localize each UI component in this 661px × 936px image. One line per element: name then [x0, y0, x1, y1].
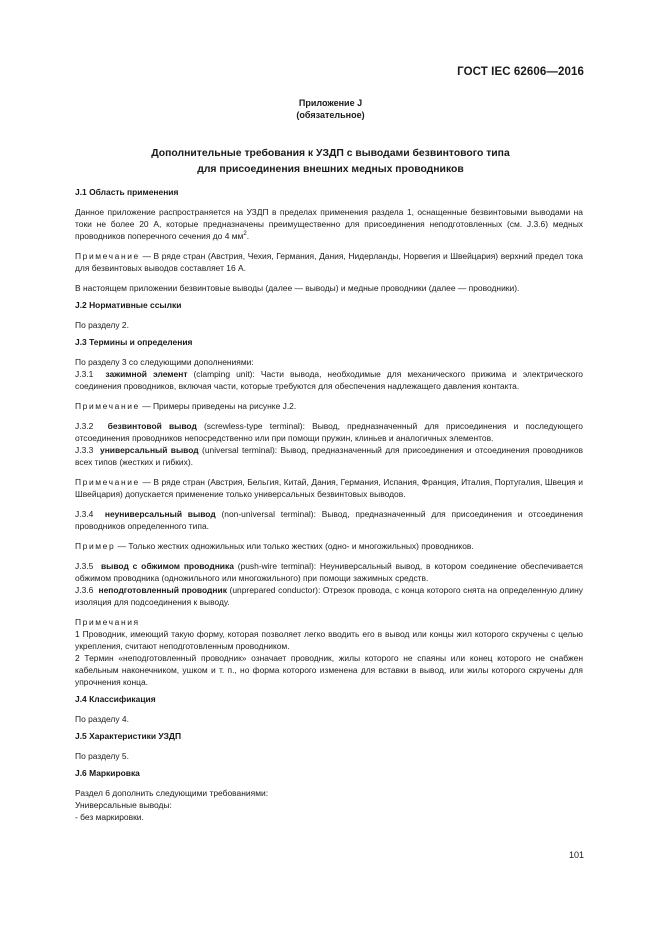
- paragraph: По разделу 5.: [75, 751, 129, 761]
- term-number: J.3.5: [75, 561, 94, 571]
- paragraph: Универсальные выводы:: [75, 800, 172, 810]
- superscript: 2: [243, 231, 247, 238]
- term-text: (clamping unit): Части вывода, необходимые для механического прижима и электрического соединения проводников, включая части, которые требуются для обеспечения надлежащего давления контакта.: [75, 369, 583, 391]
- annex-label: Приложение J: [298, 98, 363, 108]
- notes-label: Примечания: [75, 617, 140, 627]
- section-heading-j4: J.4 Классификация: [75, 694, 156, 704]
- title-line-1: Дополнительные требования к УЗДП с выводами безвинтового типа: [151, 148, 510, 159]
- annex-status: (обязательное): [296, 110, 365, 120]
- note: [75, 476, 583, 500]
- term-number: J.3.1: [75, 369, 94, 379]
- list-item: - без маркировки.: [75, 812, 144, 822]
- term-text: (universal terminal): Вывод, предназначенный для присоединения и отсоединения проводников всех типов (жестких и гибких).: [75, 445, 583, 467]
- section-heading-j2: J.2 Нормативные ссылки: [75, 300, 182, 310]
- example: [75, 540, 583, 552]
- section-heading-j3: J.3 Термины и определения: [75, 337, 193, 347]
- example-label: Пример: [75, 541, 116, 551]
- term-number: J.3.4: [75, 509, 94, 519]
- term-text: (unprepared conductor): Отрезок провода, с конца которого снята на определенную длину изоляция для подсоединения к выводу.: [75, 585, 583, 607]
- note-item: 1 Проводник, имеющий такую форму, которая позволяет легко вводить его в вывод или концы жил которого скручены с целью укрепления, считают неподготовленным проводником.: [75, 629, 583, 651]
- note-label: Примечание: [75, 251, 140, 261]
- term-number: J.3.6: [75, 585, 94, 595]
- note-label: Примечание: [75, 401, 140, 411]
- term: вывод с обжимом проводника: [100, 561, 234, 571]
- section-heading-j6: J.6 Маркировка: [75, 768, 140, 778]
- page-number: 101: [568, 850, 584, 860]
- section-heading-j5: J.5 Характеристики УЗДП: [75, 731, 182, 741]
- note-text: — В ряде стран (Австрия, Чехия, Германия, Дания, Нидерланды, Норвегия и Швейцария) верхний предел тока для безвинтовых выводов составляет 16 А.: [75, 251, 583, 273]
- paragraph: В настоящем приложении безвинтовые выводы (далее — выводы) и медные проводники (далее — проводники).: [75, 283, 520, 293]
- term-definition: [75, 560, 583, 584]
- term-number: J.3.3: [75, 445, 94, 455]
- paragraph: [75, 206, 583, 242]
- paragraph-end: .: [246, 231, 250, 241]
- note-item: 2 Термин «неподготовленный проводник» означает проводник, жилы которого не спаяны или конец которого не снабжен кабельным наконечником, ушком и т. п., но форма которого изменена для вставки в вывод, или жилы которого скручены для упрочнения конца.: [75, 653, 583, 687]
- term-text: (non-universal terminal): Вывод, предназначенный для присоединения и отсоединения проводников определенного типа.: [75, 509, 584, 531]
- paragraph-text: Данное приложение распространяется на УЗДП в пределах применения раздела 1, оснащенные безвинтовыми выводами на токи не более 20 А, которые предназначены преимущественно для присоединения неподготовленных (см. J.3.6) медных проводников поперечного сечения до 4 мм: [75, 207, 583, 241]
- paragraph: По разделу 2.: [75, 320, 129, 330]
- term-definition: [75, 368, 583, 392]
- term-definition: [75, 508, 583, 532]
- note: [75, 250, 583, 274]
- title-line-2: для присоединения внешних медных проводников: [197, 164, 464, 175]
- term: неуниверсальный вывод: [104, 509, 216, 519]
- note: [75, 400, 583, 412]
- term: зажимной элемент: [105, 369, 188, 379]
- term: универсальный вывод: [100, 445, 199, 455]
- example-text: — Только жестких одножильных или только жестких (одно- и многожильных) проводников.: [115, 541, 474, 551]
- paragraph: Раздел 6 дополнить следующими требованиями:: [75, 788, 269, 798]
- term-number: J.3.2: [75, 421, 94, 431]
- document-body: [75, 186, 583, 823]
- term-definition: [75, 420, 583, 444]
- note-text: — Примеры приведены на рисунке J.2.: [139, 401, 297, 411]
- paragraph: По разделу 4.: [75, 714, 129, 724]
- standard-header: ГОСТ IEC 62606—2016: [457, 66, 584, 78]
- term: безвинтовой вывод: [107, 421, 197, 431]
- note-text: — В ряде стран (Австрия, Бельгия, Китай, Дания, Германия, Испания, Франция, Италия, Португалия, Швеция и Швейцария) допускается применение только универсальных безвинтовых выводов.: [75, 477, 583, 499]
- note-label: Примечание: [75, 477, 140, 487]
- term-text: (push-wire terminal): Неуниверсальный вывод, в котором соединение обеспечивается обжимом проводника (одножильного или многожильного) при помощи зажимных средств.: [75, 561, 583, 583]
- section-heading-j1: J.1 Область применения: [75, 187, 179, 197]
- term-definition: [75, 444, 583, 468]
- paragraph: По разделу 3 со следующими дополнениями:: [75, 357, 254, 367]
- term-text: (screwless-type terminal): Вывод, предназначенный для присоединения и последующего отсоединения проводников непосредственно или при помощи пружин, клиньев и аналогичных элементов.: [75, 421, 583, 443]
- term: неподготовленный проводник: [98, 585, 227, 595]
- term-definition: [75, 584, 583, 608]
